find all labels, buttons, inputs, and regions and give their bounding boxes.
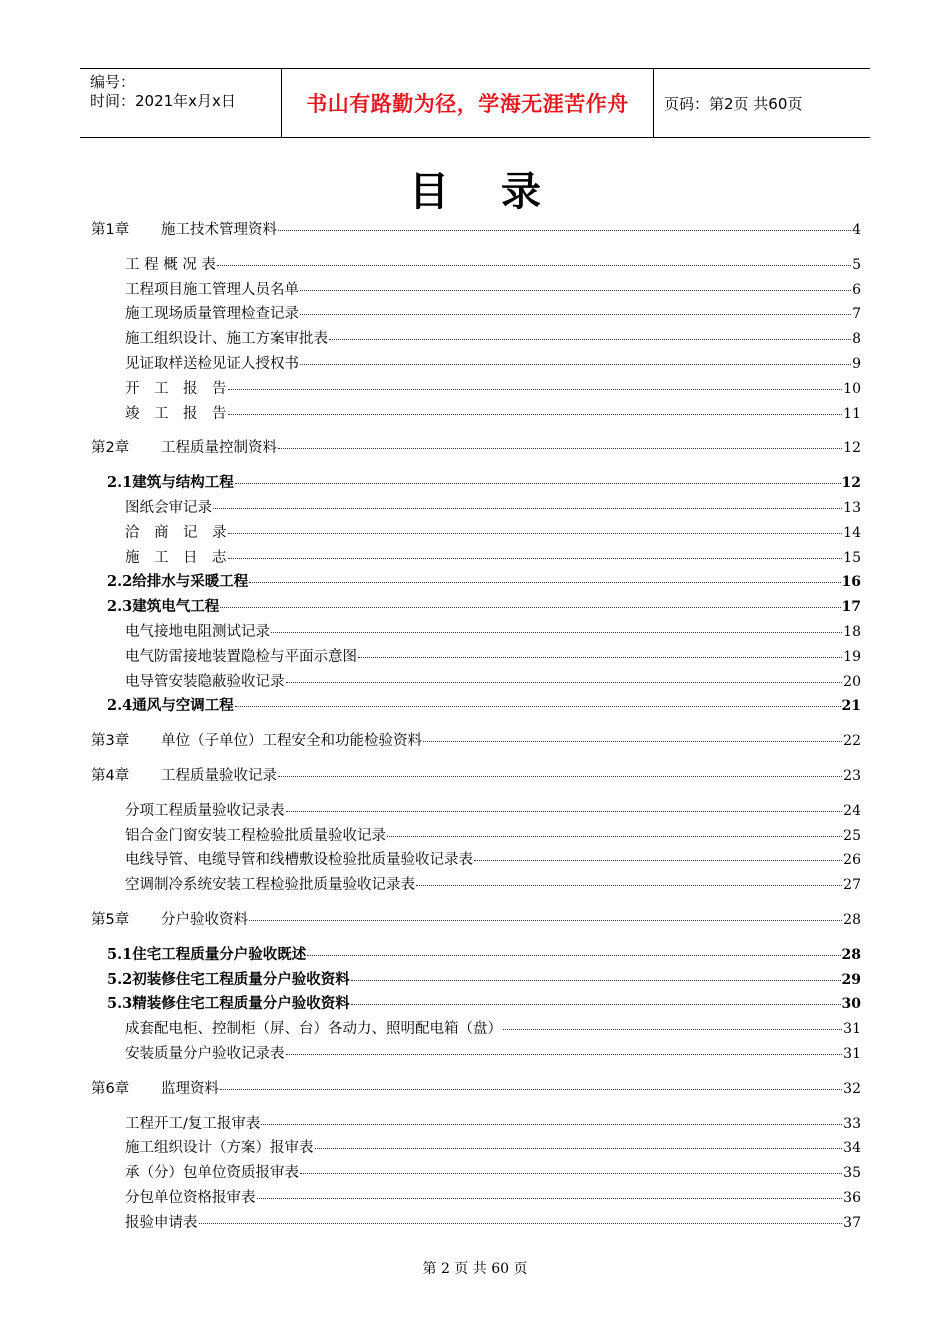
toc-entry[interactable] xyxy=(91,352,861,377)
toc-entry-title xyxy=(107,471,234,492)
toc-page-number: 15 xyxy=(843,549,861,566)
toc-entry[interactable] xyxy=(91,302,861,327)
dot-leader xyxy=(286,811,843,812)
toc-entry-title: 电线导管、电缆导管和线槽敷设检验批质量验收记录表 xyxy=(125,852,473,869)
toc-entry-title xyxy=(91,908,248,929)
toc-entry[interactable] xyxy=(91,799,861,824)
dot-leader xyxy=(261,1124,842,1125)
toc-page-number: 29 xyxy=(841,971,861,988)
dot-leader xyxy=(257,1198,843,1199)
toc-entry-title xyxy=(91,436,277,457)
toc-entry[interactable] xyxy=(91,278,861,303)
toc-entry-title: 洽 商 记 录 xyxy=(125,524,227,541)
toc-entry-title: 施 工 日 志 xyxy=(125,549,227,566)
toc-entry-title xyxy=(91,764,277,785)
toc-page-number: 28 xyxy=(841,946,861,963)
dot-leader xyxy=(228,533,843,534)
toc-entry-title: 图纸会审记录 xyxy=(125,499,212,516)
section-number: 2.1 xyxy=(107,474,133,492)
toc-entry-title: 工程开工/复工报审表 xyxy=(125,1115,261,1132)
toc-entry[interactable] xyxy=(91,471,861,496)
toc-entry[interactable] xyxy=(91,1042,861,1067)
toc-entry[interactable] xyxy=(91,848,861,873)
dot-leader xyxy=(286,682,843,683)
toc-entry-title xyxy=(107,694,234,715)
toc-entry[interactable] xyxy=(91,1136,861,1161)
dot-leader xyxy=(286,1054,843,1055)
toc-page-number: 24 xyxy=(843,802,861,819)
toc-entry-title: 竣 工 报 告 xyxy=(125,405,227,422)
toc-entry-title: 施工组织设计（方案）报审表 xyxy=(125,1140,314,1157)
table-of-contents xyxy=(91,218,861,1235)
section-title: 初装修住宅工程质量分户验收资料 xyxy=(132,971,350,988)
dot-leader xyxy=(351,1004,841,1005)
dot-leader xyxy=(423,741,842,742)
dot-leader xyxy=(278,776,842,777)
dot-leader xyxy=(228,558,843,559)
toc-entry[interactable] xyxy=(91,694,861,719)
section-title: 通风与空调工程 xyxy=(132,698,234,715)
toc-entry[interactable] xyxy=(91,1211,861,1236)
toc-entry[interactable] xyxy=(91,595,861,620)
toc-page-number: 28 xyxy=(843,911,861,928)
page-header xyxy=(80,68,870,138)
toc-entry-title: 电导管安装隐蔽验收记录 xyxy=(125,673,285,690)
dot-leader xyxy=(300,1173,842,1174)
chapter-title: 监理资料 xyxy=(161,1080,219,1097)
toc-entry-title: 工 程 概 况 表 xyxy=(125,256,216,273)
section-number: 2.4 xyxy=(107,697,133,715)
section-title: 住宅工程质量分户验收既述 xyxy=(132,946,307,963)
toc-page-number: 32 xyxy=(843,1080,861,1097)
dot-leader xyxy=(416,885,842,886)
dot-leader xyxy=(300,314,851,315)
toc-entry[interactable] xyxy=(91,1186,861,1211)
toc-entry-title: 见证取样送检见证人授权书 xyxy=(125,355,299,372)
dot-leader xyxy=(220,1089,842,1090)
toc-entry-title: 承（分）包单位资质报审表 xyxy=(125,1165,299,1182)
section-number: 5.1 xyxy=(107,945,133,963)
section-number: 5.3 xyxy=(107,995,133,1013)
dot-leader xyxy=(228,389,843,390)
chapter-title: 工程质量验收记录 xyxy=(161,767,277,784)
toc-entry-title: 成套配电柜、控制柜（屏、台）各动力、照明配电箱（盘） xyxy=(125,1021,502,1038)
toc-entry[interactable] xyxy=(91,824,861,849)
dot-leader xyxy=(217,265,851,266)
toc-page-number: 13 xyxy=(843,499,861,516)
toc-entry[interactable] xyxy=(91,873,861,898)
toc-entry-title: 电气防雷接地装置隐检与平面示意图 xyxy=(125,648,357,665)
dot-leader xyxy=(220,607,840,608)
chapter-number: 第5章 xyxy=(91,911,130,928)
toc-page-number: 19 xyxy=(843,648,861,665)
toc-page-number: 12 xyxy=(843,440,861,457)
toc-entry[interactable] xyxy=(91,943,861,968)
section-number: 2.2 xyxy=(107,573,133,591)
toc-entry-title: 分包单位资格报审表 xyxy=(125,1189,256,1206)
dot-leader xyxy=(503,1029,842,1030)
dot-leader xyxy=(199,1223,843,1224)
dot-leader xyxy=(351,980,841,981)
dot-leader xyxy=(213,508,842,509)
toc-entry[interactable] xyxy=(91,1017,861,1042)
section-title: 给排水与采暖工程 xyxy=(132,574,249,591)
toc-entry-title: 施工组织设计、施工方案审批表 xyxy=(125,331,328,348)
toc-page-number: 30 xyxy=(841,996,861,1013)
header-meta xyxy=(80,69,282,137)
chapter-title: 单位（子单位）工程安全和功能检验资料 xyxy=(161,733,422,750)
toc-entry[interactable] xyxy=(91,377,861,402)
dot-leader xyxy=(474,860,842,861)
chapter-title: 施工技术管理资料 xyxy=(161,222,277,238)
toc-page-number: 34 xyxy=(843,1140,861,1157)
toc-page-number: 4 xyxy=(852,222,861,238)
toc-entry-title xyxy=(91,729,422,750)
toc-entry[interactable] xyxy=(91,521,861,546)
dot-leader xyxy=(235,706,841,707)
toc-page-number: 7 xyxy=(852,306,861,323)
toc-page-number: 9 xyxy=(852,355,861,372)
toc-entry-title xyxy=(107,968,350,989)
toc-page-number: 27 xyxy=(843,877,861,894)
toc-entry-title: 施工现场质量管理检查记录 xyxy=(125,306,299,323)
toc-entry-title xyxy=(107,943,306,964)
section-number: 2.3 xyxy=(107,598,133,616)
toc-entry[interactable] xyxy=(91,327,861,352)
toc-page-number: 14 xyxy=(843,524,861,541)
toc-entry[interactable] xyxy=(91,908,861,933)
toc-entry-title xyxy=(91,1077,219,1098)
toc-entry-title xyxy=(107,595,219,616)
dot-leader xyxy=(329,339,851,340)
toc-page-number: 37 xyxy=(843,1214,861,1231)
chapter-title: 工程质量控制资料 xyxy=(161,440,277,457)
toc-page-number: 16 xyxy=(841,574,861,591)
dot-leader xyxy=(235,483,841,484)
toc-page-number: 10 xyxy=(843,380,861,397)
toc-entry[interactable] xyxy=(91,218,861,243)
toc-entry-title xyxy=(91,218,277,239)
chapter-number: 第6章 xyxy=(91,1080,130,1097)
toc-page-number: 20 xyxy=(843,673,861,690)
toc-entry[interactable] xyxy=(91,253,861,278)
chapter-number: 第3章 xyxy=(91,733,130,750)
toc-entry[interactable] xyxy=(91,1161,861,1186)
toc-entry-title: 分项工程质量验收记录表 xyxy=(125,802,285,819)
toc-page-number: 23 xyxy=(843,767,861,784)
toc-entry[interactable] xyxy=(91,1112,861,1137)
toc-entry[interactable] xyxy=(91,620,861,645)
toc-page-number: 25 xyxy=(843,827,861,844)
toc-page-number: 17 xyxy=(841,599,861,616)
toc-page-number: 35 xyxy=(843,1165,861,1182)
dot-leader xyxy=(249,582,840,583)
dot-leader xyxy=(278,448,842,449)
toc-page-number: 33 xyxy=(843,1115,861,1132)
dot-leader xyxy=(249,920,842,921)
toc-page-number: 22 xyxy=(843,733,861,750)
section-title: 精装修住宅工程质量分户验收资料 xyxy=(132,996,350,1013)
toc-entry-title xyxy=(107,992,350,1013)
toc-entry[interactable] xyxy=(91,764,861,789)
toc-page-number: 6 xyxy=(852,281,861,298)
section-title: 建筑电气工程 xyxy=(132,599,220,616)
section-number: 5.2 xyxy=(107,970,133,988)
toc-page-number: 31 xyxy=(843,1045,861,1062)
toc-entry-title: 铝合金门窗安装工程检验批质量验收记录 xyxy=(125,827,386,844)
toc-entry[interactable] xyxy=(91,1077,861,1102)
dot-leader xyxy=(271,632,842,633)
toc-entry[interactable] xyxy=(91,436,861,461)
toc-entry[interactable] xyxy=(91,546,861,571)
dot-leader xyxy=(315,1148,843,1149)
toc-entry[interactable] xyxy=(91,729,861,754)
toc-entry-title: 电气接地电阻测试记录 xyxy=(125,623,270,640)
toc-entry-title: 空调制冷系统安装工程检验批质量验收记录表 xyxy=(125,877,415,894)
header-time: 时间：2021年x月x日 xyxy=(90,92,236,110)
header-number: 编号： xyxy=(90,73,136,91)
toc-entry-title: 开 工 报 告 xyxy=(125,380,227,397)
chapter-number: 第4章 xyxy=(91,767,130,784)
header-motto: 书山有路勤为径，学海无涯苦作舟 xyxy=(282,69,654,137)
chapter-number: 第2章 xyxy=(91,440,130,457)
toc-entry[interactable] xyxy=(91,670,861,695)
toc-entry-title: 报验申请表 xyxy=(125,1214,198,1231)
toc-entry[interactable] xyxy=(91,570,861,595)
toc-page-number: 5 xyxy=(852,256,861,273)
dot-leader xyxy=(387,836,842,837)
toc-page-number: 18 xyxy=(843,623,861,640)
toc-entry[interactable] xyxy=(91,496,861,521)
chapter-number: 第1章 xyxy=(91,222,130,238)
toc-entry-title: 安装质量分户验收记录表 xyxy=(125,1045,285,1062)
section-title: 建筑与结构工程 xyxy=(132,475,234,492)
toc-entry[interactable] xyxy=(91,968,861,993)
toc-page-number: 31 xyxy=(843,1021,861,1038)
dot-leader xyxy=(228,414,843,415)
toc-entry-title: 工程项目施工管理人员名单 xyxy=(125,281,299,298)
toc-page-number: 26 xyxy=(843,852,861,869)
dot-leader xyxy=(300,290,851,291)
page-footer: 第 2 页 共 60 页 xyxy=(422,1261,528,1277)
dot-leader xyxy=(307,955,840,956)
header-page: 页码：第2页 共60页 xyxy=(664,94,803,113)
chapter-title: 分户验收资料 xyxy=(161,911,248,928)
toc-entry[interactable] xyxy=(91,402,861,427)
toc-entry-title xyxy=(107,570,248,591)
toc-page-number: 11 xyxy=(843,405,861,422)
toc-entry[interactable] xyxy=(91,992,861,1017)
toc-page-number: 8 xyxy=(852,331,861,348)
dot-leader xyxy=(358,657,842,658)
toc-page-number: 12 xyxy=(841,475,861,492)
toc-entry[interactable] xyxy=(91,645,861,670)
page-title: 目录 xyxy=(409,169,593,215)
toc-page-number: 21 xyxy=(841,698,861,715)
dot-leader xyxy=(300,364,851,365)
dot-leader xyxy=(278,230,851,231)
toc-page-number: 36 xyxy=(843,1189,861,1206)
